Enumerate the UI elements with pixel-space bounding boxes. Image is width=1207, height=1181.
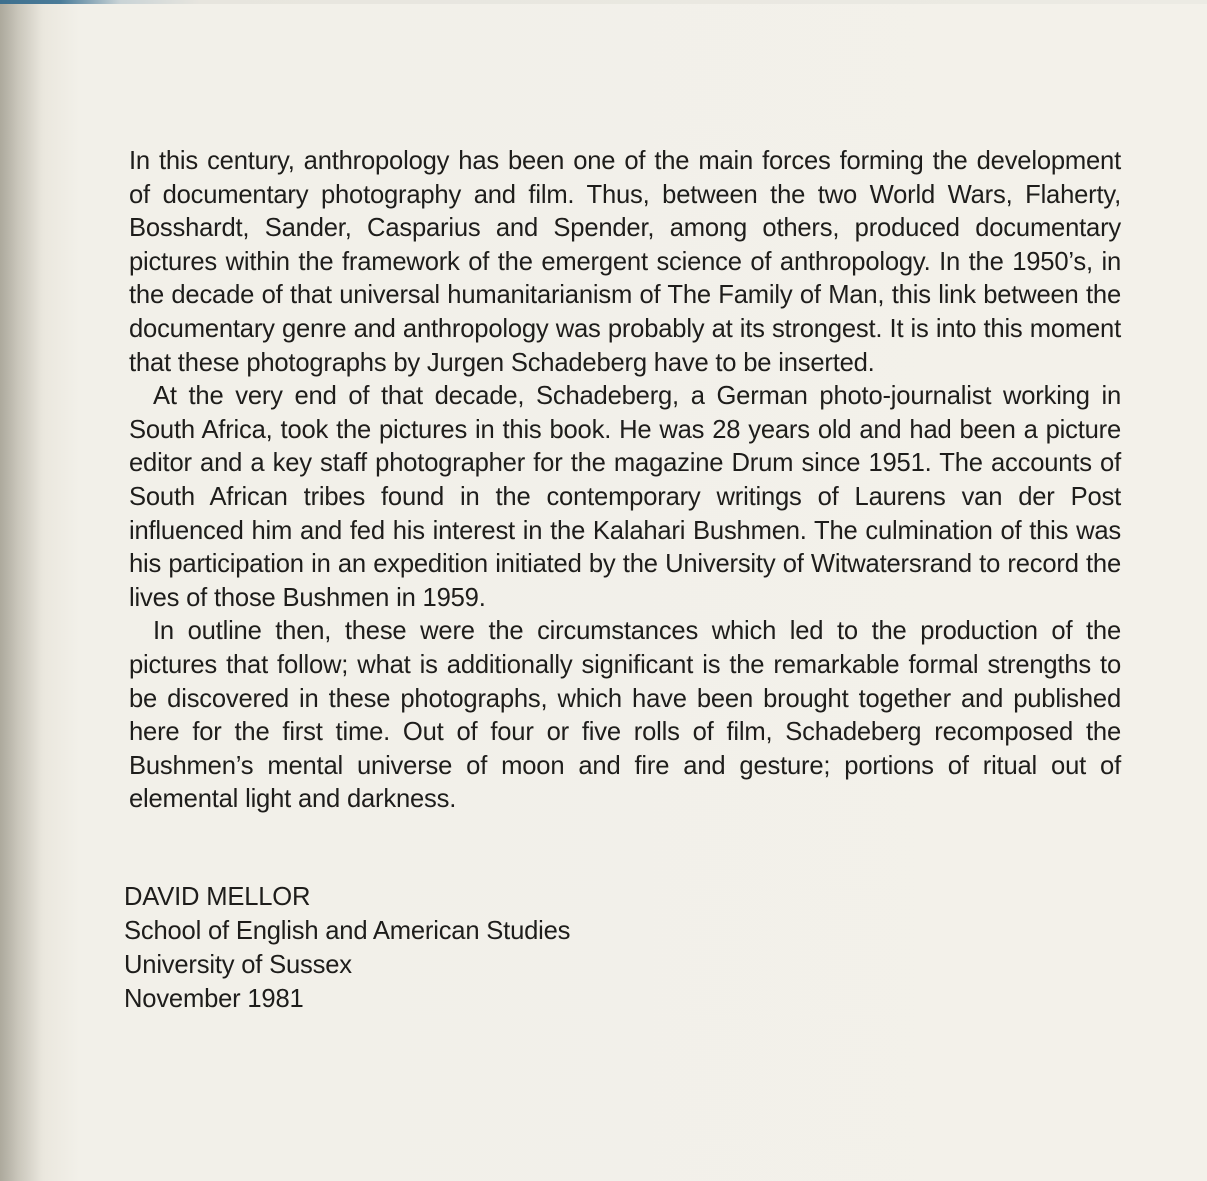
author-department: School of English and American Studies [124,917,571,945]
essay-paragraph-1: In this century, anthropology has been one of the main forces forming the development of documentary photography and film. Thus, between the two World Wars, Flaherty, Bosshardt, Sander, Casparius and Spender, among others, produced documentary pictures within the framework of the emergent science of anthropology. In the 1950’s, in the decade of that universal humanitarianism of The Family of Man, this link between the documentary genre and anthropology was probably at its strongest. It is into this moment that these photographs by Jurgen Schadeberg have to be inserted. [129,147,1121,377]
essay-body [129,145,1121,817]
page-top-edge [0,0,1207,4]
essay-paragraph-2: At the very end of that decade, Schadeberg, a German photo-journalist working in South Africa, took the pictures in this book. He was 28 years old and had been a picture editor and a key staff photographer for the magazine Drum since 1951. The accounts of South African tribes found in the contemporary writings of Laurens van der Post influenced him and fed his interest in the Kalahari Bushmen. The culmination of this was his participation in an expedition initiated by the University of Witwatersrand to record the lives of those Bushmen in 1959. [129,382,1121,612]
essay-paragraph-3: In outline then, these were the circumstances which led to the production of the pictures that follow; what is additionally significant is the remarkable formal strengths to be discovered in these photographs, which have been brought together and published here for the first time. Out of four or five rolls of film, Schadeberg recomposed the Bushmen’s mental universe of moon and fire and gesture; portions of ritual out of elemental light and darkness. [129,617,1121,814]
author-signature-block [124,880,570,1016]
author-institution: University of Sussex [124,951,352,979]
author-name: DAVID MELLOR [124,883,311,911]
essay-date: November 1981 [124,985,304,1013]
binding-gutter [0,0,42,1181]
